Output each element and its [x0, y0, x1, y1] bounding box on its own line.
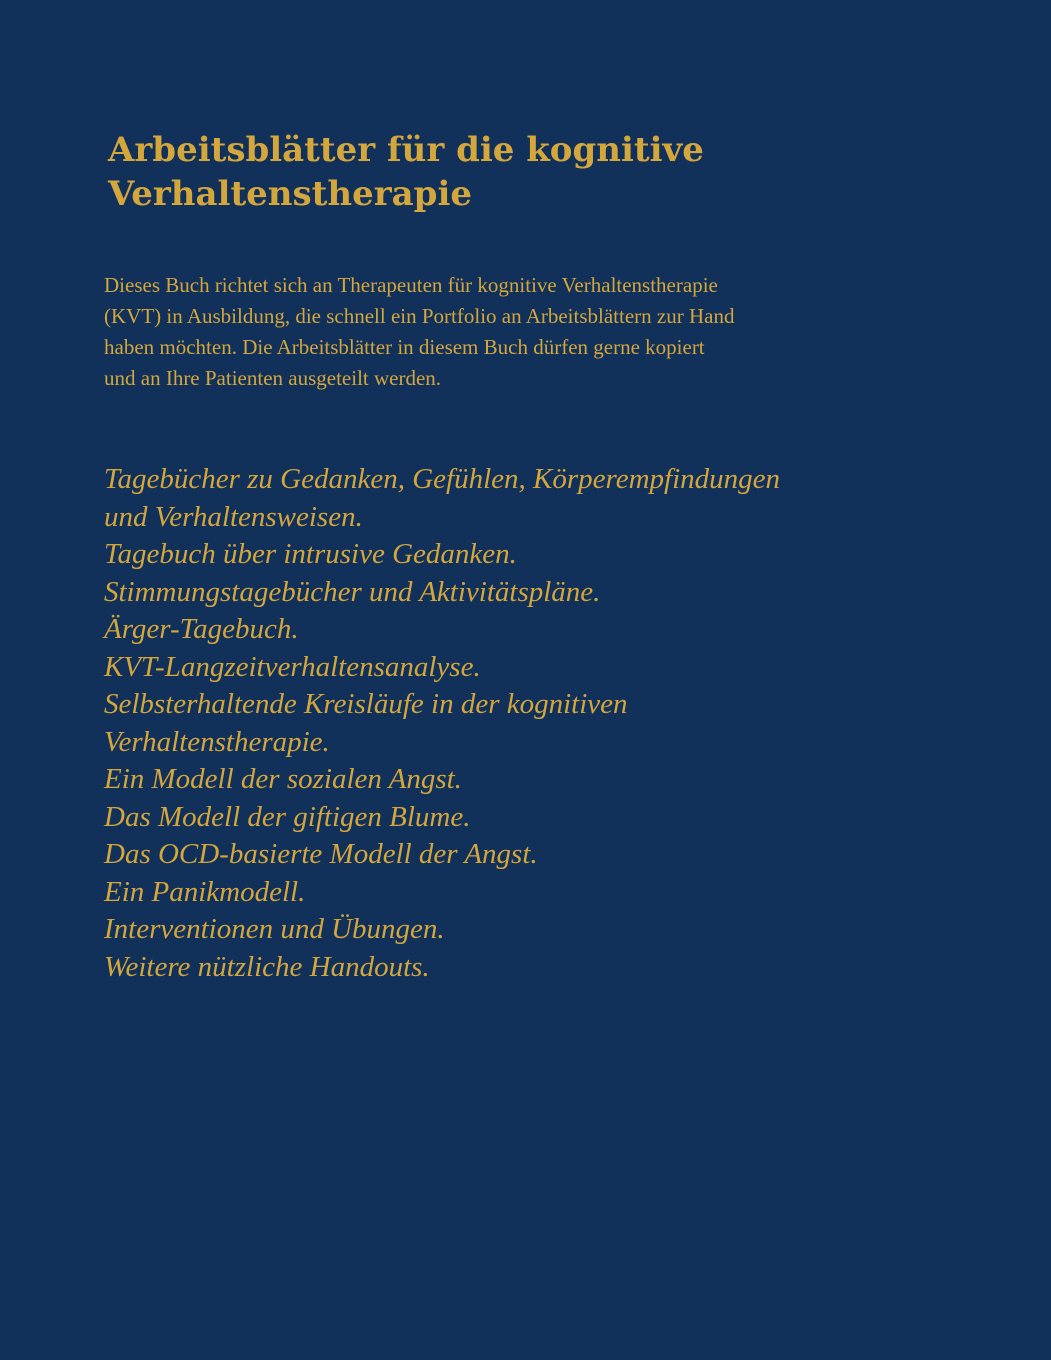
description-line: Dieses Buch richtet sich an Therapeuten für kognitive Verhaltenstherapie: [104, 273, 718, 297]
list-item-line: Selbsterhaltende Kreisläufe in der kognitiven: [104, 688, 628, 720]
description-line: haben möchten. Die Arbeitsblätter in diesem Buch dürfen gerne kopiert: [104, 335, 705, 359]
list-item-line: Stimmungstagebücher und Aktivitätspläne.: [104, 575, 601, 608]
list-item-line: Verhaltenstherapie.: [104, 725, 330, 758]
list-item: [104, 949, 1004, 987]
list-item-line: Ein Panikmodell.: [104, 875, 306, 908]
list-item-line: KVT-Langzeitverhaltensanalyse.: [104, 650, 481, 683]
list-item: [104, 611, 1004, 649]
list-item: [104, 836, 1004, 874]
list-item: [104, 799, 1004, 837]
book-title-line: Verhaltenstherapie: [108, 174, 472, 214]
list-item: [104, 874, 1004, 912]
list-item: [104, 761, 1004, 799]
list-item-line: Weitere nützliche Handouts.: [104, 950, 430, 983]
book-description: [104, 270, 954, 394]
description-line: (KVT) in Ausbildung, die schnell ein Portfolio an Arbeitsblättern zur Hand: [104, 304, 735, 328]
contents-list: [104, 461, 1004, 986]
list-item-line: Ärger-Tagebuch.: [104, 613, 299, 645]
list-item-line: Tagebücher zu Gedanken, Gefühlen, Körperempfindungen: [104, 463, 781, 495]
list-item: [104, 536, 1004, 574]
description-line: und an Ihre Patienten ausgeteilt werden.: [104, 366, 442, 390]
list-item: [104, 649, 1004, 687]
list-item: [104, 911, 1004, 949]
list-item: [104, 686, 1004, 761]
list-item: [104, 461, 1004, 536]
list-item-line: Das Modell der giftigen Blume.: [104, 800, 471, 833]
book-title-line: Arbeitsblätter für die kognitive: [108, 130, 704, 170]
list-item-line: Das OCD-basierte Modell der Angst.: [104, 838, 538, 870]
list-item-line: Interventionen und Übungen.: [104, 913, 445, 945]
list-item-line: Tagebuch über intrusive Gedanken.: [104, 538, 517, 570]
list-item-line: und Verhaltensweisen.: [104, 500, 363, 533]
list-item: [104, 574, 1004, 612]
list-item-line: Ein Modell der sozialen Angst.: [104, 763, 462, 795]
book-title: [108, 128, 928, 216]
